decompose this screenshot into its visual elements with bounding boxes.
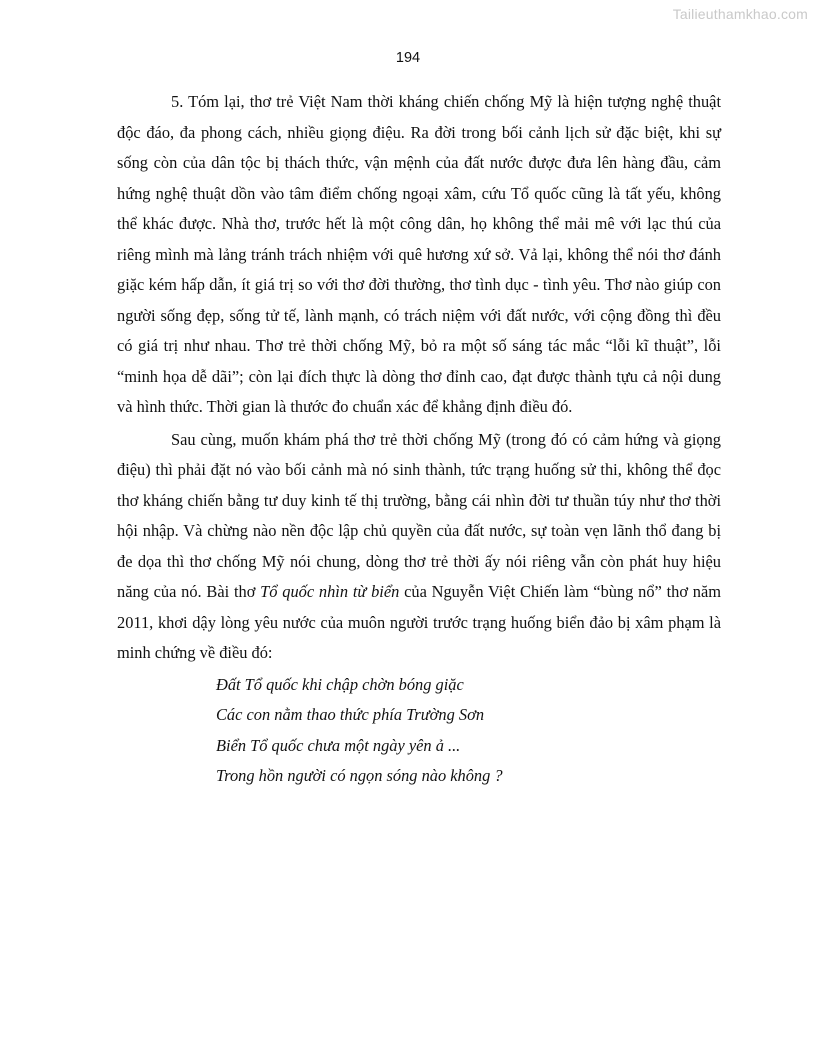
paragraph-conclusion: 5. Tóm lại, thơ trẻ Việt Nam thời kháng chiến chống Mỹ là hiện tượng nghệ thuật độc đáo, đa phong cách, nhiều giọng điệu. Ra đời trong bối cảnh lịch sử đặc biệt, khi sự sống còn của dân tộc bị thách thức, vận mệnh của đất nước được đưa lên hàng đầu, cảm hứng nghệ thuật dồn vào tâm điểm chống ngoại xâm, cứu Tổ quốc cũng là tất yếu, không thể khác được. Nhà thơ, trước hết là một công dân, họ không thể mải mê với lạc thú của riêng mình mà lảng tránh trách nhiệm với quê hương xứ sở. Vả lại, không thể nói thơ đánh giặc kém hấp dẫn, ít giá trị so với thơ đời thường, thơ tình dục - tình yêu. Thơ nào giúp con người sống đẹp, sống tử tế, lành mạnh, có trách niệm với đất nước, với cộng đồng thì đều có giá trị như nhau. Thơ trẻ thời chống Mỹ, bỏ ra một số sáng tác mắc “lỗi kĩ thuật”, lỗi “minh họa dễ dãi”; còn lại đích thực là dòng thơ đỉnh cao, đạt được thành tựu cả nội dung và hình thức. Thời gian là thước đo chuẩn xác để khẳng định điều đó. [117,92,721,416]
watermark: Tailieuthamkhao.com [672,6,808,22]
poem-line: Biển Tổ quốc chưa một ngày yên ả ... [216,735,461,755]
paragraph-final [117,425,721,669]
poem-line: Đất Tổ quốc khi chập chờn bóng giặc [216,674,464,694]
page-number: 194 [395,50,421,66]
paragraph-final-text-before: Sau cùng, muốn khám phá thơ trẻ thời chống Mỹ (trong đó có cảm hứng và giọng điệu) thì phải đặt nó vào bối cảnh mà nó sinh thành, tức trạng huống sử thi, không thể đọc thơ kháng chiến bằng tư duy kinh tế thị trường, bằng cái nhìn đời tư thuần túy như thơ thời hội nhập. Và chừng nào nền độc lập chủ quyền của đất nước, sự toàn vẹn lãnh thổ đang bị đe dọa thì thơ chống Mỹ nói chung, dòng thơ trẻ thời ấy nói riêng vẫn còn phát huy hiệu năng của nó. Bài thơ [117,429,721,601]
poem-line: Các con nằm thao thức phía Trường Sơn [216,705,485,724]
poem-quote [216,670,721,792]
paragraph-final-text-after: của Nguyễn Việt Chiến làm “bùng nổ” thơ năm 2011, khơi dậy lòng yêu nước của muôn người trước trạng huống biển đảo bị xâm phạm là minh chứng về điều đó: [117,582,722,662]
poem-line: Trong hồn người có ngọn sóng nào không ? [216,766,503,785]
document-body [117,87,721,792]
poem-title: Tổ quốc nhìn từ biển [260,582,400,601]
